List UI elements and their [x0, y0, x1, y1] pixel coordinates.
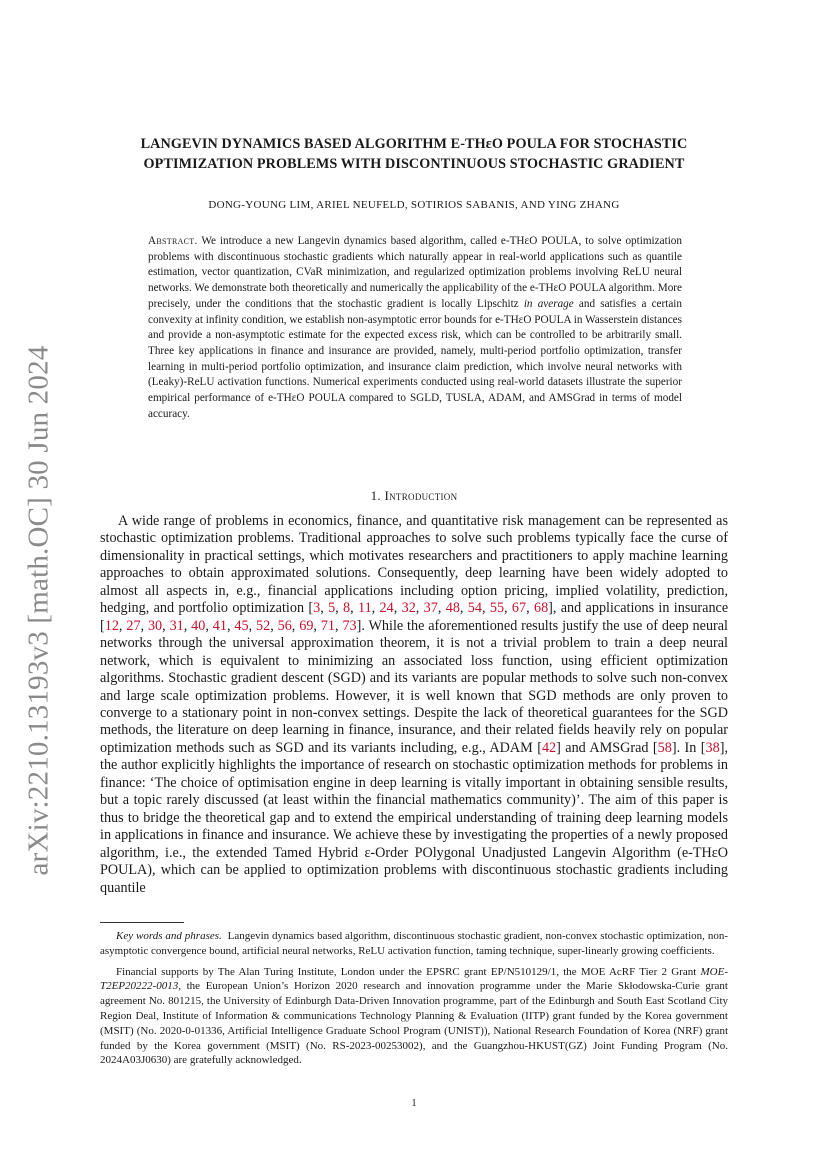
intro-text-4: ] and AMSGrad [ — [556, 739, 658, 756]
arxiv-stamp-text: arXiv:2210.13193v3 [math.OC] 30 Jun 2024 — [22, 345, 55, 875]
citation-link[interactable]: 55 — [489, 600, 505, 617]
funding-text-2: , the European Union’s Horizon 2020 research and innovation programme under the Marie Skłodowska-Curie grant agreement No. 801215, the University of Edinburgh Data-Driven Innovation programme, part of the Edinburgh and South East Scotland City Region Deal, Institute of Information & communications Technology Planning & Evaluation (IITP) grant funded by the Korea government (MSIT) (No. 2020-0-01336, Artificial Intelligence Graduate School Program (UNIST)), National Research Foundation of Korea (NRF) grant funded by the Korea government (MSIT) (No. RS-2023-00253002), and the Guangzhou-HKUST(GZ) Joint Funding Program (No. 2024A03J0630) are gratefully acknowledged. — [100, 980, 728, 1067]
citation-link[interactable]: 67 — [511, 600, 527, 617]
title-line-1: LANGEVIN DYNAMICS BASED ALGORITHM E-THεO POULA FOR STOCHASTIC — [140, 136, 688, 152]
abstract — [148, 234, 682, 422]
citation-link[interactable]: 68 — [533, 600, 549, 617]
intro-body — [100, 513, 728, 897]
citation-link[interactable]: 56 — [277, 617, 292, 634]
citation-link[interactable]: 52 — [256, 617, 271, 634]
intro-text-1: A wide range of problems in economics, finance, and quantitative risk management can be represented as stochastic optimization problems. Traditional approaches to solve such problems typically face the curse of dimensionality in practical settings, which motivates researchers and practitioners to apply machine learning approaches to obtain approximated solutions. Consequently, deep learning have been widely adopted to almost all aspects in, e.g., financial applications including option pricing, implied volatility, prediction, hedging, and portfolio optimization [ — [100, 513, 728, 617]
citation-group-finance: 3, 5, 8, 11, 24, 32, 37, 48, 54, 55, 67, 68 — [313, 600, 549, 617]
section-title: Introduction — [384, 488, 458, 503]
abstract-text-2: and satisfies a certain convexity at infinity condition, we establish non-asymptotic error bounds for e-THεO POULA in Wasserstein distances and provide a non-asymptotic estimate for the expected excess risk, which can be controlled to be arbitrarily small. Three key applications in finance and insurance are provided, namely, multi-period portfolio optimization, transfer learning in multi-period portfolio optimization, and insurance claim prediction, which involve neural networks with (Leaky)-ReLU activation functions. Numerical experiments conducted using real-world datasets illustrate the superior empirical performance of e-THεO POULA compared to SGLD, TUSLA, ADAM, and AMSGrad in terms of model accuracy. — [148, 297, 683, 420]
citation-link[interactable]: 27 — [126, 617, 141, 634]
funding-text-1: Financial supports by The Alan Turing Institute, London under the EPSRC grant EP/N510129/1, the MOE AcRF Tier 2 Grant — [116, 965, 697, 978]
page-number: 1 — [411, 1098, 417, 1109]
citation-link[interactable]: 42 — [541, 739, 557, 756]
intro-text-6: ], the author explicitly highlights the importance of research on stochastic optimization methods for problems in finance: ‘The choice of optimisation engine in deep learning is vitally important in obtaining sensible results, but a topic rarely discussed (at least within the financial mathematics community)’. The aim of this paper is thus to bridge the theoretical gap and to extend the empirical understanding of training deep learning models in applications in finance and insurance. We achieve these by investigating the properties of a newly proposed algorithm, i.e., the extended Tamed Hybrid ε-Order POlygonal Unadjusted Langevin Algorithm (e-THεO POULA), which can be applied to optimization problems with discontinuous stochastic gradients including quantile — [100, 739, 728, 896]
footnote-divider — [100, 922, 184, 923]
funding-grant: MOE-T2EP20222-0013 — [100, 965, 729, 993]
intro-text-3: ]. While the aforementioned results justify the use of deep neural networks through the universal approximation theorem, it is not a trivial problem to train a deep neural network, which is equivalent to minimizing an associated loss function, using efficient optimization algorithms. Stochastic gradient descent (SGD) and its variants are popular methods to solve such non-convex and large scale optimization problems. However, it is well known that SGD methods are only proven to converge to a stationary point in non-convex settings. Despite the lack of theoretical guarantees for the SGD methods, the literature on deep learning in finance, insurance, and their related fields heavily rely on popular optimization methods such as SGD and its variants including, e.g., ADAM [ — [100, 617, 728, 756]
citation-link[interactable]: 48 — [445, 600, 460, 617]
citation-link[interactable]: 37 — [423, 600, 438, 617]
citation-link[interactable]: 3 — [313, 600, 321, 617]
citation-link[interactable]: 12 — [104, 617, 119, 634]
section-heading — [100, 488, 728, 504]
title-line-2: OPTIMIZATION PROBLEMS WITH DISCONTINUOUS STOCHASTIC GRADIENT — [143, 156, 685, 172]
citation-link[interactable]: 45 — [234, 617, 249, 634]
keywords-text: Langevin dynamics based algorithm, discontinuous stochastic gradient, non-convex stochastic optimization, non-asymptotic convergence bound, artificial neural networks, ReLU activation function, taming technique, super-linearly growing coefficients. — [100, 930, 728, 957]
arxiv-stamp — [22, 345, 55, 875]
intro-text-5: ]. In [ — [671, 739, 706, 756]
citation-link[interactable]: 31 — [169, 617, 184, 634]
citation-link[interactable]: 71 — [320, 617, 336, 634]
citation-link[interactable]: 41 — [212, 617, 227, 634]
abstract-text-1: We introduce a new Langevin dynamics based algorithm, called e-THεO POULA, to solve optimization problems with discontinuous stochastic gradients which naturally appear in real-world applications such as quantile estimation, vector quantization, CVaR minimization, and regularized optimization problems involving ReLU neural networks. We demonstrate both theoretically and numerically the applicability of the e-THεO POULA algorithm. More precisely, under the conditions that the stochastic gradient is locally Lipschitz — [148, 235, 682, 310]
citation-link[interactable]: 54 — [467, 600, 482, 617]
citation-link[interactable]: 69 — [299, 617, 314, 634]
citation-group-insurance: 12, 27, 30, 31, 40, 41, 45, 52, 56, 69, 71, 73 — [104, 617, 357, 634]
citation-link[interactable]: 40 — [191, 617, 206, 634]
citation-link[interactable]: 11 — [358, 600, 372, 617]
intro-text-2: ], and applications in insurance [ — [100, 600, 729, 634]
footnotes — [100, 929, 728, 1068]
citation-link[interactable]: 24 — [379, 600, 394, 617]
author-list: DONG-YOUNG LIM, ARIEL NEUFELD, SOTIRIOS SABANIS, AND YING ZHANG — [208, 199, 620, 211]
citation-link[interactable]: 32 — [401, 600, 416, 617]
citation-link[interactable]: 30 — [147, 617, 163, 634]
abstract-emphasis: in average — [523, 297, 574, 310]
citation-link[interactable]: 73 — [342, 617, 357, 634]
keywords-note — [100, 929, 728, 959]
paper-title — [100, 134, 728, 174]
abstract-label: Abstract. — [148, 235, 198, 247]
citation-link[interactable]: 8 — [343, 600, 351, 617]
intro-paragraph — [100, 513, 728, 897]
citation-link[interactable]: 58 — [657, 739, 672, 756]
funding-note — [100, 965, 728, 1069]
keywords-label: Key words and phrases. — [116, 930, 222, 942]
citation-link[interactable]: 38 — [705, 739, 720, 756]
section-number: 1. — [370, 488, 381, 503]
citation-link[interactable]: 5 — [328, 600, 336, 617]
